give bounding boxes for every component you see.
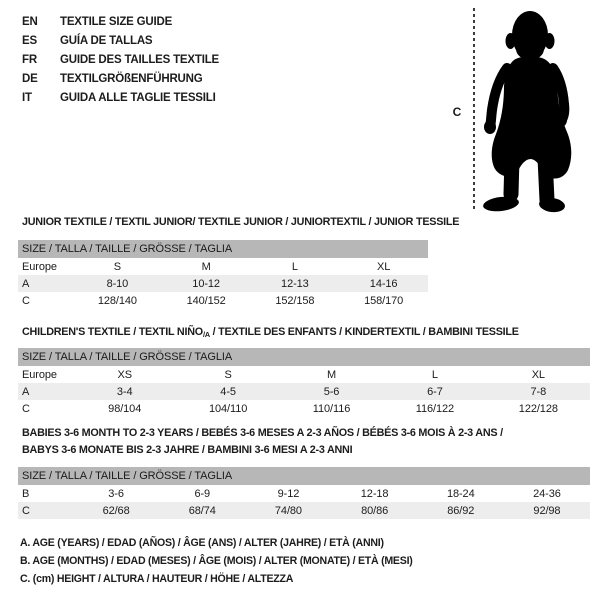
lang-code: EN (22, 15, 38, 28)
size-value: 104/110 (208, 402, 248, 415)
size-value: XS (117, 368, 132, 381)
baby-silhouette-icon (481, 8, 575, 213)
size-value: S (113, 260, 121, 273)
size-value: 8-10 (106, 277, 129, 290)
size-value: 5-6 (323, 385, 340, 398)
children-size-table (18, 348, 590, 417)
height-figure (0, 0, 600, 220)
size-value: 152/158 (275, 294, 315, 307)
size-table-row-europe (18, 258, 428, 275)
row-label: B (22, 487, 30, 500)
size-value: 128/140 (97, 294, 137, 307)
children-section-title (22, 324, 519, 344)
size-value: 116/122 (415, 402, 455, 415)
size-table-row-a (18, 275, 428, 292)
lang-code: IT (22, 91, 32, 104)
size-value: 80/86 (361, 504, 389, 517)
size-value: 14-16 (369, 277, 398, 290)
size-value: 6-9 (194, 487, 211, 500)
size-value: 9-12 (277, 487, 300, 500)
size-value: 3-4 (116, 385, 133, 398)
row-label: Europe (22, 368, 57, 381)
lang-label: TEXTILGRÖßENFÜHRUNG (60, 72, 203, 85)
junior-table-body (18, 258, 428, 309)
size-value: 4-5 (220, 385, 236, 398)
size-value: 98/104 (108, 402, 142, 415)
row-label: A (22, 277, 30, 290)
legend-line-a: A. AGE (YEARS) / EDAD (AÑOS) / ÂGE (ANS) / ALTER (JAHRE) / ETÀ (ANNI) (20, 537, 384, 549)
junior-size-table (18, 240, 428, 309)
row-label: C (22, 402, 30, 415)
size-value: 68/74 (188, 504, 216, 517)
size-value: 12-13 (281, 277, 309, 290)
lang-code: ES (22, 34, 37, 47)
size-table-header: SIZE / TALLA / TAILLE / GRÖSSE / TAGLIA (18, 240, 428, 258)
size-table-row-a (18, 383, 590, 400)
size-value: 18-24 (446, 487, 475, 500)
size-value: XL (531, 368, 545, 381)
size-value: 140/152 (186, 294, 226, 307)
size-value: 7-8 (530, 385, 547, 398)
size-value: 12-18 (360, 487, 389, 500)
babies-title-line2: BABYS 3-6 MONATE BIS 2-3 JAHRE / BAMBINI 3-6 MESI A 2-3 ANNI (22, 443, 353, 456)
size-value: 10-12 (192, 277, 220, 290)
lang-label: GUÍA DE TALLAS (60, 34, 153, 47)
size-value: M (201, 260, 211, 273)
size-table-row-c (18, 502, 590, 519)
size-value: 110/116 (312, 402, 351, 415)
lang-label: TEXTILE SIZE GUIDE (60, 15, 173, 28)
size-value: 24-36 (533, 487, 561, 500)
junior-section-title: JUNIOR TEXTILE / TEXTIL JUNIOR/ TEXTILE JUNIOR / JUNIORTEXTIL / JUNIOR TESSILE (22, 216, 460, 228)
babies-size-table (18, 467, 590, 519)
children-table-body (18, 366, 590, 417)
size-table-row-c (18, 400, 590, 417)
children-title-subscript: /A (202, 330, 210, 339)
babies-title-line1: BABIES 3-6 MONTH TO 2-3 YEARS / BEBÉS 3-6 MESES A 2-3 AÑOS / BÉBÉS 3-6 MOIS À 2-3 ANS / (22, 427, 503, 439)
babies-section-title (22, 425, 503, 458)
size-table-row-b (18, 485, 590, 502)
size-value: XL (376, 260, 391, 273)
size-value: 6-7 (427, 385, 443, 398)
size-value: M (326, 368, 337, 381)
size-table-header: SIZE / TALLA / TAILLE / GRÖSSE / TAGLIA (18, 467, 590, 485)
size-value: 158/170 (364, 294, 404, 307)
size-value: 74/80 (274, 504, 302, 517)
legend-line-b: B. AGE (MONTHS) / EDAD (MESES) / ÂGE (MOIS) / ALTER (MONATE) / ETÀ (MESI) (20, 555, 413, 568)
row-label: Europe (22, 260, 57, 273)
legend (20, 537, 413, 592)
size-value: 86/92 (447, 504, 475, 517)
size-table-header: SIZE / TALLA / TAILLE / GRÖSSE / TAGLIA (18, 348, 590, 366)
lang-label: GUIDA ALLE TAGLIE TESSILI (60, 91, 216, 104)
size-value: S (224, 368, 232, 381)
size-value: 62/68 (102, 504, 130, 517)
height-dashed-line (473, 8, 475, 212)
children-title-part: CHILDREN'S TEXTILE / TEXTIL NIÑO (22, 326, 203, 338)
row-label: C (22, 294, 30, 307)
row-label: C (22, 504, 30, 517)
size-table-row-europe (18, 366, 590, 383)
lang-label: GUIDE DES TAILLES TEXTILE (60, 53, 219, 66)
size-value: L (431, 368, 438, 381)
lang-code: DE (22, 72, 38, 85)
children-title-part: / TEXTILE DES ENFANTS / KINDERTEXTIL / BAMBINI TESSILE (209, 326, 519, 338)
size-value: 92/98 (533, 504, 561, 517)
height-measure-label: C (452, 105, 462, 119)
size-value: 122/128 (518, 402, 558, 415)
row-label: A (22, 385, 30, 398)
legend-line-c: C. (cm) HEIGHT / ALTURA / HAUTEUR / HÖHE / ALTEZZA (20, 573, 294, 586)
size-value: L (291, 260, 298, 273)
size-value: 3-6 (108, 487, 124, 500)
size-table-row-c (18, 292, 428, 309)
babies-table-body (18, 485, 590, 519)
lang-code: FR (22, 53, 37, 66)
